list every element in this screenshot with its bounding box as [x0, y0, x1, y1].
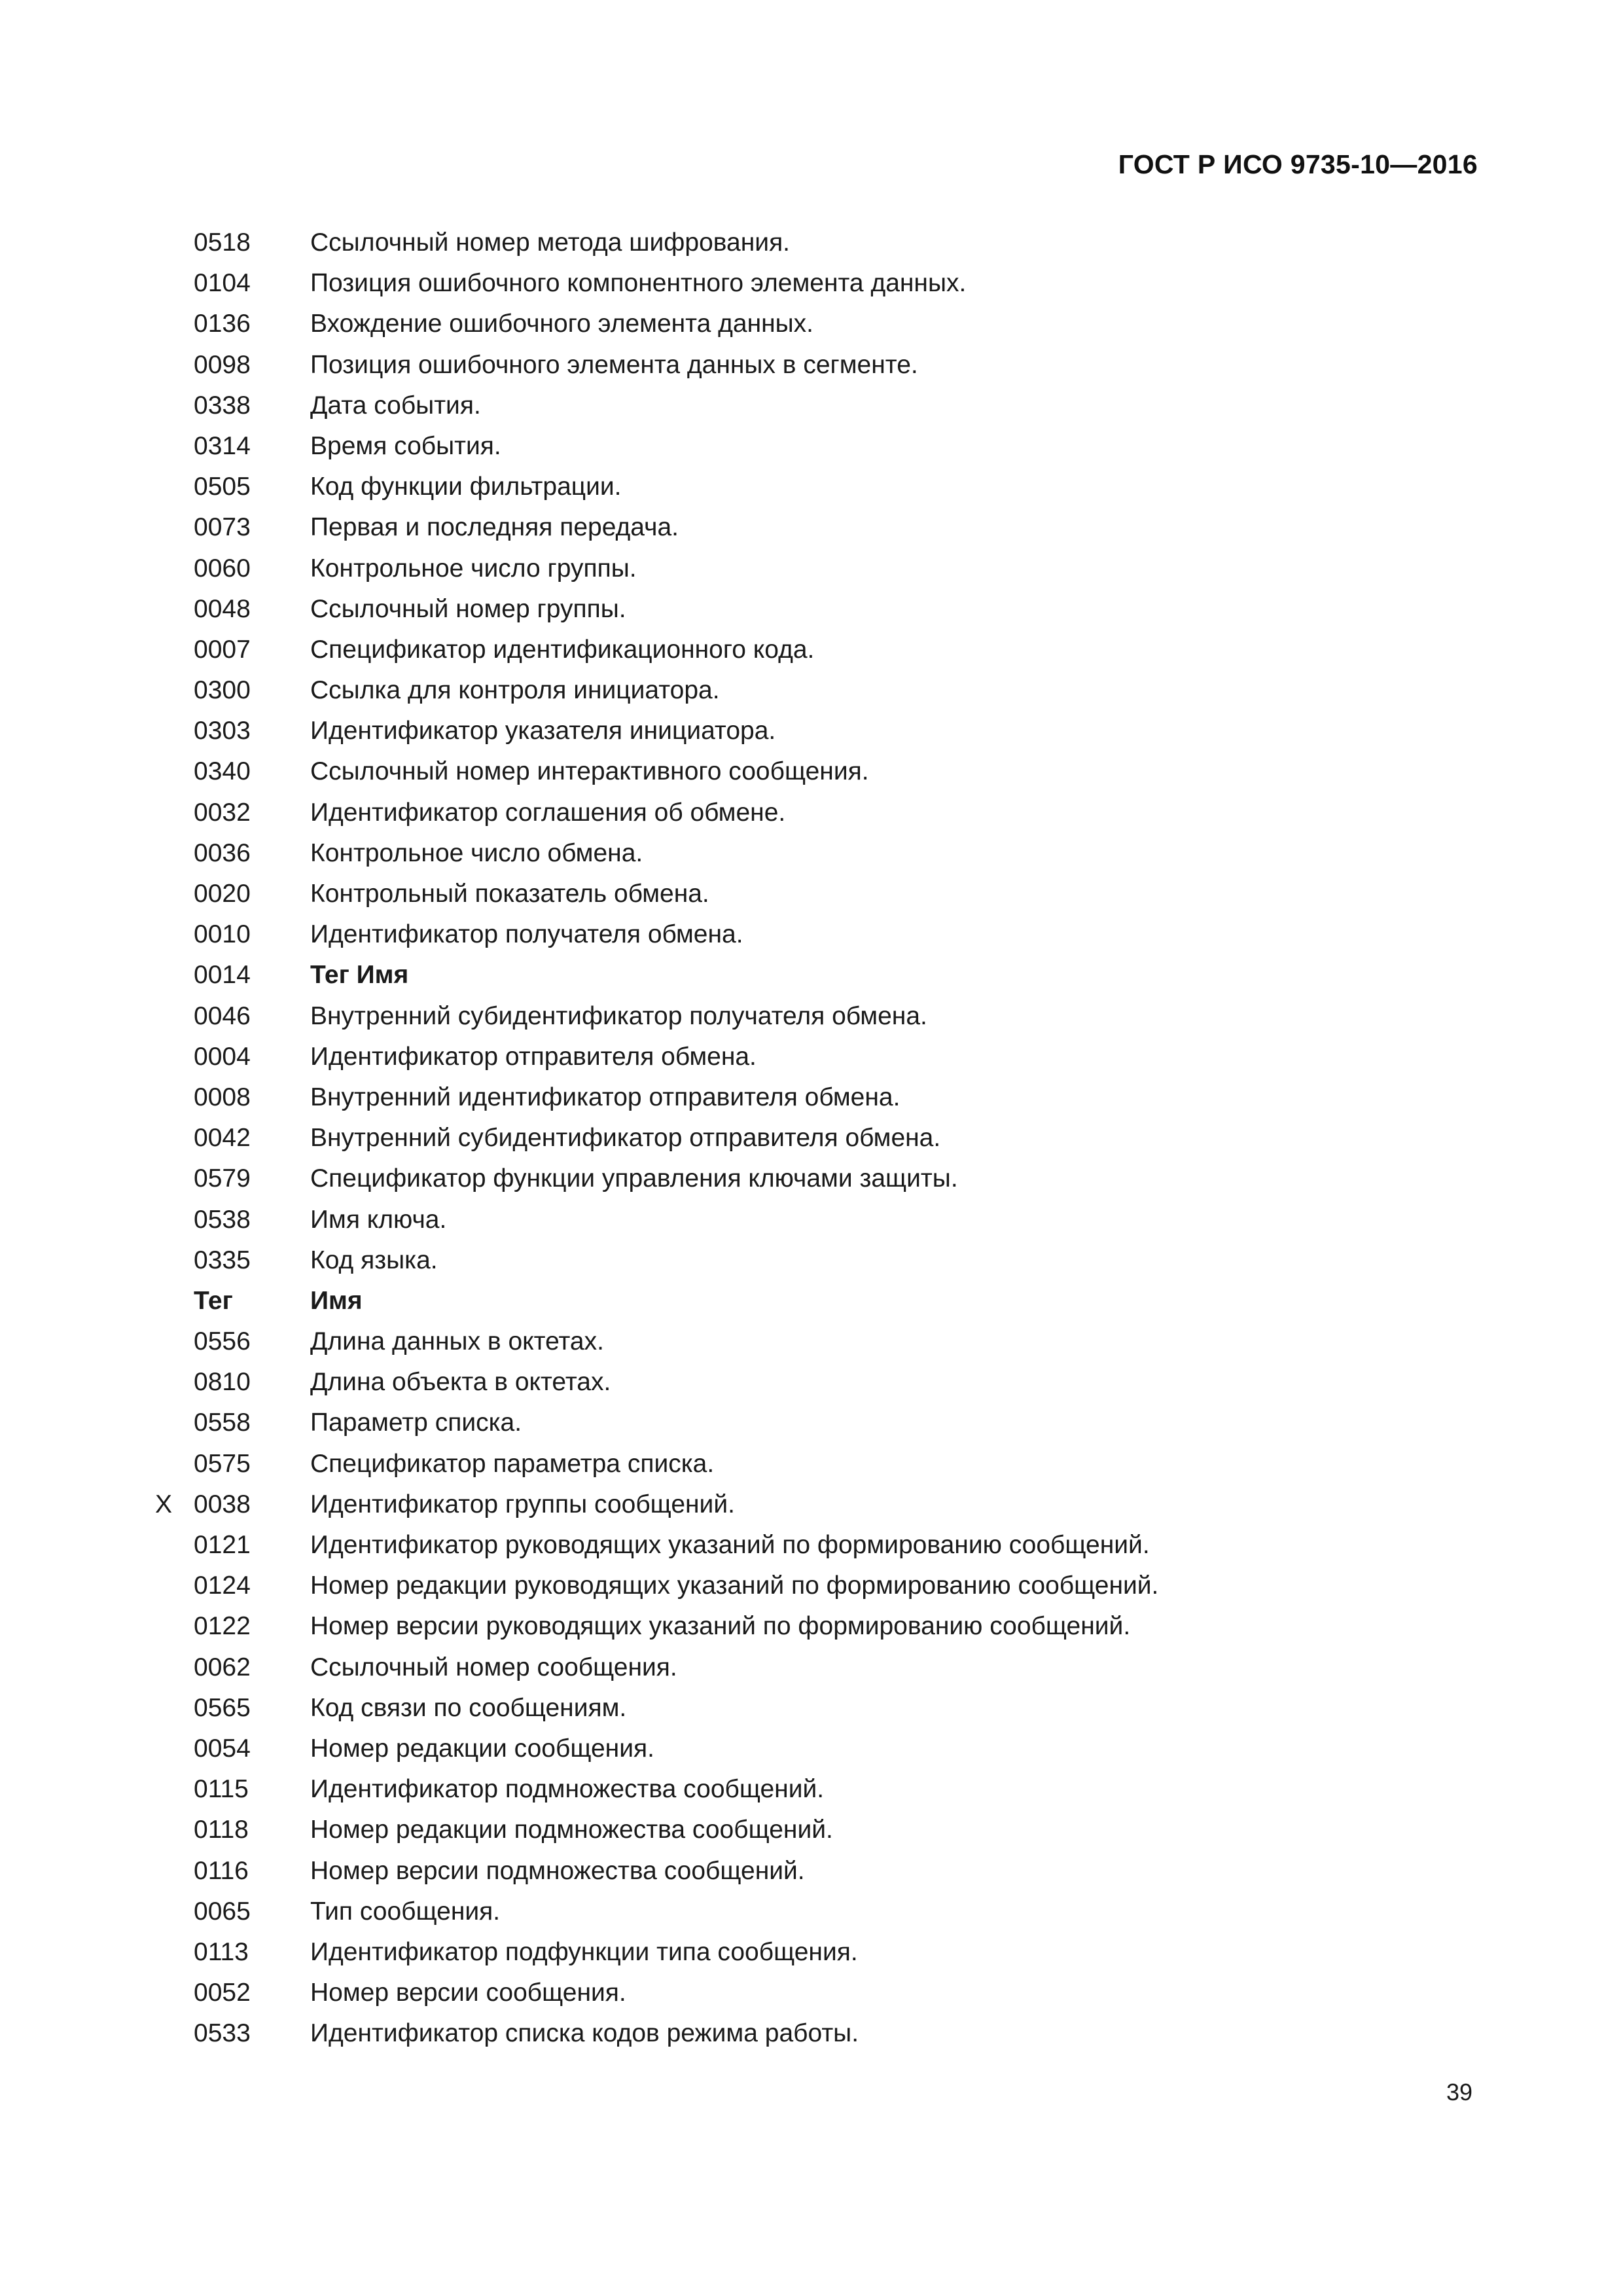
entry-name: Ссылочный номер метода шифрования. — [310, 228, 791, 257]
list-item — [0, 386, 1623, 426]
column-header-name: Имя — [310, 1286, 363, 1315]
entry-tag: 0565 — [194, 1693, 251, 1722]
list-item — [0, 1566, 1623, 1606]
entry-name: Спецификатор параметра списка. — [310, 1449, 715, 1478]
list-item — [0, 548, 1623, 589]
entry-tag: 0575 — [194, 1449, 251, 1478]
list-item — [0, 1688, 1623, 1729]
list-item — [0, 1810, 1623, 1850]
list-item — [0, 874, 1623, 914]
list-item — [0, 751, 1623, 792]
list-item — [0, 507, 1623, 548]
entry-name: Позиция ошибочного компонентного элемента данных. — [310, 269, 967, 298]
list-item — [0, 1321, 1623, 1362]
entry-tag: 0065 — [194, 1897, 251, 1926]
change-mark: X — [155, 1490, 173, 1518]
entry-tag: 0810 — [194, 1368, 251, 1397]
entry-tag: 0116 — [194, 1856, 249, 1885]
entry-tag: 0052 — [194, 1979, 251, 2007]
entry-name: Идентификатор указателя инициатора. — [310, 717, 776, 745]
entry-tag: 0046 — [194, 1001, 251, 1030]
entry-tag: 0062 — [194, 1653, 251, 1681]
list-item — [0, 996, 1623, 1037]
list-item — [0, 1444, 1623, 1484]
list-item — [0, 304, 1623, 344]
list-item — [0, 1158, 1623, 1199]
entry-name: Контрольное число обмена. — [310, 838, 643, 867]
entry-tag: 0010 — [194, 920, 251, 949]
list-item — [0, 630, 1623, 670]
entry-tag: 0122 — [194, 1612, 251, 1641]
entry-tag: 0060 — [194, 554, 251, 583]
list-item — [0, 263, 1623, 304]
entry-name: Идентификатор списка кодов режима работы. — [310, 2019, 859, 2048]
entry-name: Идентификатор соглашения об обмене. — [310, 798, 786, 827]
list-item — [0, 1525, 1623, 1566]
entry-tag: 0533 — [194, 2019, 251, 2048]
list-item — [0, 833, 1623, 874]
entry-tag: 0098 — [194, 350, 251, 379]
entry-name: Ссылка для контроля инициатора. — [310, 676, 720, 705]
entry-tag: 0042 — [194, 1124, 251, 1153]
entry-name: Номер версии подмножества сообщений. — [310, 1856, 805, 1885]
entry-name: Позиция ошибочного элемента данных в сегменте. — [310, 350, 918, 379]
list-item — [0, 1892, 1623, 1932]
entry-name: Время события. — [310, 431, 501, 460]
entry-name: Код языка. — [310, 1246, 438, 1274]
list-item — [0, 426, 1623, 467]
column-header-row — [0, 1281, 1623, 1321]
list-item — [0, 793, 1623, 833]
list-item — [0, 345, 1623, 386]
entry-name: Длина данных в октетах. — [310, 1327, 604, 1356]
list-item — [0, 1037, 1623, 1077]
entry-name: Номер редакции подмножества сообщений. — [310, 1816, 833, 1844]
entry-name: Длина объекта в октетах. — [310, 1368, 611, 1397]
entry-name: Первая и последняя передача. — [310, 513, 679, 542]
list-item — [0, 914, 1623, 955]
entry-tag: 0303 — [194, 717, 251, 745]
list-item — [0, 1403, 1623, 1443]
entry-tag: 0104 — [194, 269, 251, 298]
list-item — [0, 1769, 1623, 1810]
entry-tag: 0113 — [194, 1937, 249, 1966]
entry-name: Внутренний субидентификатор получателя обмена. — [310, 1001, 927, 1030]
entry-name: Внутренний идентификатор отправителя обмена. — [310, 1083, 901, 1111]
entry-tag: 0124 — [194, 1571, 251, 1600]
list-item — [0, 1729, 1623, 1769]
entry-name: Номер версии сообщения. — [310, 1979, 626, 2007]
entry-name: Параметр списка. — [310, 1408, 522, 1437]
entry-tag: 0579 — [194, 1164, 251, 1193]
entry-tag: 0014 — [194, 961, 251, 990]
entry-tag: 0518 — [194, 228, 251, 257]
entry-name: Номер версии руководящих указаний по формированию сообщений. — [310, 1612, 1131, 1641]
page-number: 39 — [1446, 2079, 1472, 2106]
entry-tag: 0300 — [194, 676, 251, 705]
list-item — [0, 1606, 1623, 1647]
entry-name: Код функции фильтрации. — [310, 473, 622, 501]
entry-tag: 0338 — [194, 391, 251, 420]
entry-name: Внутренний субидентификатор отправителя обмена. — [310, 1124, 941, 1153]
entry-tag: 0032 — [194, 798, 251, 827]
list-item — [0, 1973, 1623, 2013]
entry-name: Идентификатор получателя обмена. — [310, 920, 743, 949]
entry-tag: 0118 — [194, 1816, 249, 1844]
entry-name: Идентификатор отправителя обмена. — [310, 1042, 757, 1071]
entry-name: Идентификатор подмножества сообщений. — [310, 1775, 825, 1804]
entry-name: Дата события. — [310, 391, 481, 420]
entry-tag: 0073 — [194, 513, 251, 542]
page-header-standard-code: ГОСТ Р ИСО 9735-10—2016 — [1118, 149, 1478, 179]
list-item — [0, 1484, 1623, 1525]
list-item — [0, 955, 1623, 996]
list-item — [0, 1932, 1623, 1973]
entry-tag: 0314 — [194, 431, 251, 460]
entry-tag: 0038 — [194, 1490, 251, 1518]
list-item — [0, 1077, 1623, 1118]
list-item — [0, 1118, 1623, 1158]
entry-name: Ссылочный номер группы. — [310, 594, 626, 623]
entry-tag: 0558 — [194, 1408, 251, 1437]
entry-tag: 0121 — [194, 1531, 251, 1559]
entry-name: Идентификатор группы сообщений. — [310, 1490, 735, 1518]
entry-tag: 0505 — [194, 473, 251, 501]
entry-tag: 0136 — [194, 310, 251, 338]
entry-tag: 0008 — [194, 1083, 251, 1111]
list-item — [0, 223, 1623, 263]
entry-tag: 0054 — [194, 1734, 251, 1763]
list-item — [0, 1851, 1623, 1892]
list-item — [0, 670, 1623, 711]
entry-name: Идентификатор подфункции типа сообщения. — [310, 1937, 858, 1966]
entry-name: Тег Имя — [310, 961, 409, 990]
entry-name: Вхождение ошибочного элемента данных. — [310, 310, 814, 338]
entry-tag: 0335 — [194, 1246, 251, 1274]
entry-name: Код связи по сообщениям. — [310, 1693, 627, 1722]
entry-name: Номер редакции сообщения. — [310, 1734, 654, 1763]
entry-name: Спецификатор идентификационного кода. — [310, 635, 815, 664]
entry-name: Номер редакции руководящих указаний по формированию сообщений. — [310, 1571, 1159, 1600]
entry-tag: 0538 — [194, 1205, 251, 1234]
list-item — [0, 711, 1623, 751]
entry-name: Спецификатор функции управления ключами защиты. — [310, 1164, 958, 1193]
entry-tag: 0048 — [194, 594, 251, 623]
entry-tag: 0340 — [194, 757, 251, 786]
entry-name: Тип сообщения. — [310, 1897, 501, 1926]
list-item — [0, 467, 1623, 507]
entry-tag: 0004 — [194, 1042, 251, 1071]
entry-name: Идентификатор руководящих указаний по формированию сообщений. — [310, 1531, 1150, 1559]
entry-name: Ссылочный номер сообщения. — [310, 1653, 677, 1681]
entry-name: Контрольное число группы. — [310, 554, 637, 583]
entry-name: Ссылочный номер интерактивного сообщения. — [310, 757, 869, 786]
entry-tag: 0556 — [194, 1327, 251, 1356]
list-item — [0, 1362, 1623, 1403]
data-element-list — [0, 223, 1623, 2054]
list-item — [0, 2013, 1623, 2054]
list-item — [0, 1647, 1623, 1688]
entry-tag: 0115 — [194, 1775, 249, 1804]
entry-name: Имя ключа. — [310, 1205, 447, 1234]
list-item — [0, 1240, 1623, 1281]
column-header-tag: Тег — [194, 1286, 233, 1315]
entry-tag: 0036 — [194, 838, 251, 867]
list-item — [0, 589, 1623, 630]
entry-tag: 0007 — [194, 635, 251, 664]
entry-name: Контрольный показатель обмена. — [310, 880, 709, 908]
list-item — [0, 1200, 1623, 1240]
entry-tag: 0020 — [194, 880, 251, 908]
